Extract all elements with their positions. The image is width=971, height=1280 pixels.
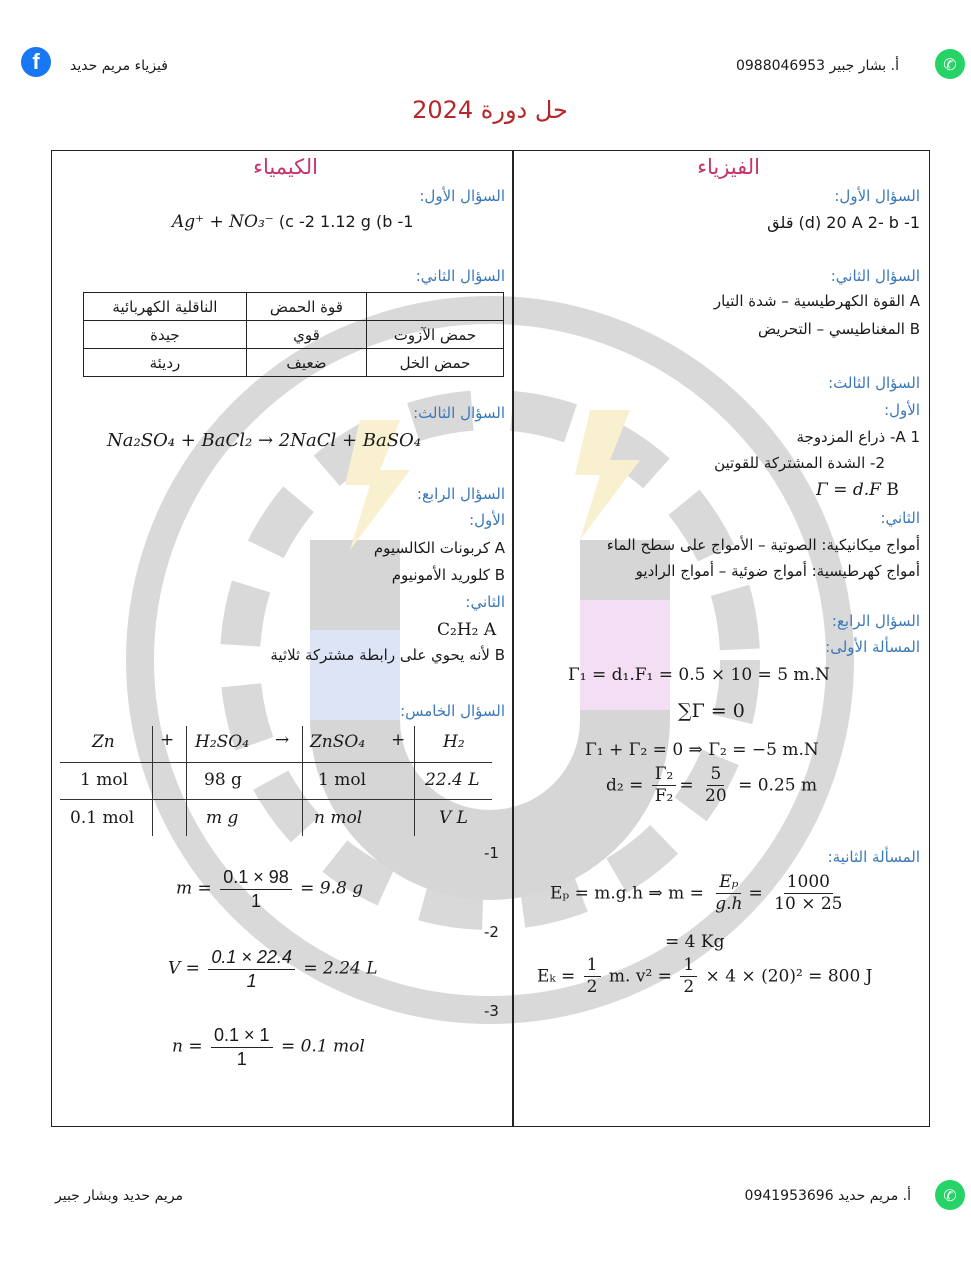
chemistry-q5-label: السؤال الخامس: [400, 702, 505, 720]
physics-q3-a2: 2- الشدة المشتركة للقوتين [714, 454, 885, 472]
header-right-text: أ. بشار جبير 0988046953 [735, 58, 899, 74]
physics-eq-torque2: Γ₁ + Γ₂ = 0 ⇒ Γ₂ = −5 m.N [585, 740, 819, 760]
physics-q3-a1: A 1- ذراع المزدوجة [796, 428, 920, 446]
whatsapp-icon: ✆ [935, 1180, 965, 1210]
header-left-text: فيزياء مريم حديد [70, 58, 168, 74]
facebook-icon: f [21, 47, 51, 77]
physics-q1-answer: 1- d) 20 A 2- b) قلق [767, 213, 920, 232]
footer-left-text: مريم حديد وبشار جبير [55, 1188, 184, 1204]
acid-table-header-cell: الناقلية الكهربائية [84, 293, 247, 321]
footer-right-text: أ. مريم حديد 0941953696 [744, 1188, 911, 1204]
acid-table-cell: حمض الخل [367, 349, 504, 377]
column-divider [512, 150, 514, 1127]
physics-q3-em: أمواج كهرطيسية: أمواج ضوئية – أمواج الراديو [635, 562, 920, 580]
physics-q2-label: السؤال الثاني: [830, 267, 920, 285]
page-title: حل دورة 2024 [412, 96, 568, 124]
chemistry-q4-first: الأول: [469, 511, 505, 529]
chemistry-q4-b: B كلوريد الأمونيوم [391, 566, 505, 584]
chemistry-q4-second: الثاني: [465, 593, 505, 611]
chemistry-heading: الكيمياء [253, 155, 318, 179]
acid-table-cell: جيدة [84, 321, 247, 349]
physics-eq-sum-torque: ∑Γ = 0 [678, 700, 745, 722]
physics-eq-kinetic: Eₖ = $\frac{1}{2}$ m. v² = $\frac{1}{2}$ × 4 × (20)² = 800 J [537, 955, 873, 998]
physics-heading: الفيزياء [697, 155, 760, 179]
whatsapp-icon: ✆ [935, 49, 965, 79]
species-h2: H₂ [443, 732, 465, 752]
row1-zn: 1 mol [80, 770, 129, 790]
row2-h2: V L [439, 808, 468, 828]
chemistry-q5-item3-number: -3 [484, 1002, 499, 1020]
species-plus-2: + [391, 730, 406, 750]
row2-h2so4: m g [206, 808, 239, 828]
grid-line [414, 726, 415, 836]
chemistry-q1-label: السؤال الأول: [419, 187, 505, 205]
chemistry-q4-a2: C₂H₂ A [437, 620, 497, 640]
species-arrow: → [275, 730, 290, 750]
chemistry-q1-answer: Ag⁺ + NO₃⁻ (c -2 1.12 g (b -1 [172, 212, 414, 232]
grid-line [60, 762, 492, 763]
table-row [84, 321, 504, 349]
physics-q3-second: الثاني: [880, 509, 920, 527]
grid-line [302, 726, 303, 836]
table-row [84, 349, 504, 377]
chemistry-q4-a: A كربونات الكالسيوم [373, 539, 505, 557]
physics-q1-label: السؤال الأول: [834, 187, 920, 205]
physics-q4-label: السؤال الرابع: [831, 612, 920, 630]
physics-q3-label: السؤال الثالث: [828, 374, 920, 392]
species-plus-1: + [160, 730, 175, 750]
chemistry-q3-reaction: Na₂SO₄ + BaCl₂ → 2NaCl + BaSO₄ [107, 430, 422, 451]
physics-eq-mass-result: = 4 Kg [665, 932, 725, 952]
row2-zn: 0.1 mol [70, 808, 135, 828]
chemistry-eq-volume: V = $\frac{0.1 \times 22.4}{1}$ = 2.24 L [168, 947, 378, 991]
physics-q4-problem2: المسألة الثانية: [827, 848, 920, 866]
acid-table-cell: رديئة [84, 349, 247, 377]
species-zn: Zn [92, 732, 115, 752]
physics-q4-problem1: المسألة الأولى: [825, 638, 920, 656]
chemistry-eq-mass: m = $\frac{0.1 \times 98}{1}$ = 9.8 g [176, 867, 364, 911]
physics-q3-b-eq: Γ = d.F B [816, 480, 899, 500]
species-h2so4: H₂SO₄ [195, 732, 250, 752]
chemistry-q3-label: السؤال الثالث: [413, 404, 505, 422]
chemistry-q4-b2: B لأنه يحوي على رابطة مشتركة ثلاثية [270, 646, 505, 664]
physics-eq-torque1: Γ₁ = d₁.F₁ = 0.5 × 10 = 5 m.N [568, 665, 830, 685]
chemistry-q5-item1-number: -1 [484, 844, 499, 862]
physics-q2-a: A القوة الكهرطيسية – شدة التيار [713, 292, 920, 310]
chemistry-eq-moles: n = $\frac{0.1 \times 1}{1}$ = 0.1 mol [172, 1025, 365, 1069]
grid-line [60, 799, 492, 800]
grid-line [152, 726, 153, 836]
physics-eq-d2: d₂ = $\frac{\text{Γ₂}}{\text{F₂}}$ = $\frac{5}{20}$ = 0.25 m [606, 764, 818, 807]
chemistry-q4-label: السؤال الرابع: [416, 485, 505, 503]
physics-q3-mech: أمواج ميكانيكية: الصوتية – الأمواج على سطح الماء [606, 536, 920, 554]
acid-table-cell: قوي [246, 321, 366, 349]
physics-q2-b: B المغناطيسي – التحريض [758, 320, 920, 338]
physics-eq-potential: Eₚ = m.g.h ⇒ m = $\frac{\text{Eₚ}}{g.h}$ = $\frac{1000}{10 \times 25}$ [550, 872, 843, 915]
row1-h2: 22.4 L [425, 770, 480, 790]
chemistry-q2-label: السؤال الثاني: [415, 267, 505, 285]
row1-h2so4: 98 g [204, 770, 242, 790]
species-znso4: ZnSO₄ [310, 732, 366, 752]
acid-table-header-cell: قوة الحمض [246, 293, 366, 321]
row2-znso4: n mol [314, 808, 363, 828]
row1-znso4: 1 mol [318, 770, 367, 790]
grid-line [186, 726, 187, 836]
acid-table [83, 292, 504, 377]
acid-table-cell: حمض الآزوت [367, 321, 504, 349]
physics-q3-first: الأول: [884, 401, 920, 419]
acid-table-header-cell [367, 293, 504, 321]
acid-table-cell: ضعيف [246, 349, 366, 377]
chemistry-q5-item2-number: -2 [484, 923, 499, 941]
acid-table-header [84, 293, 504, 321]
